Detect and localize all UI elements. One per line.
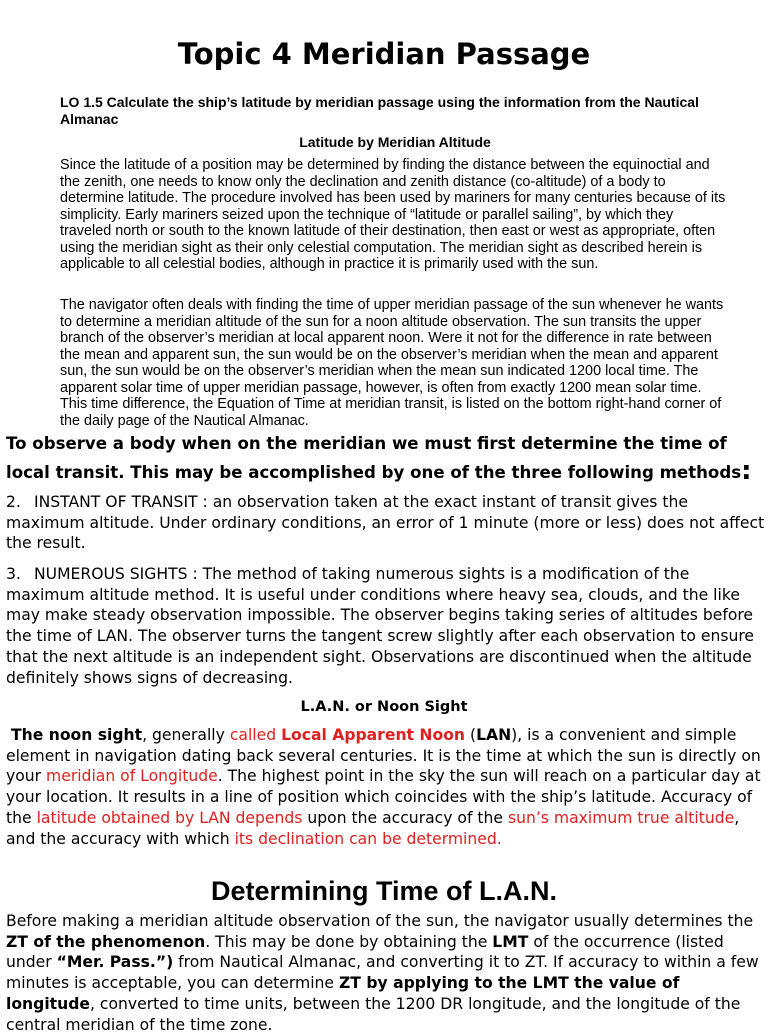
noon-sight-paragraph (6, 725, 768, 849)
noon-highlight: its declination can be determined. (234, 829, 502, 848)
noon-text: . The highest point in the sky the sun will reach on a particular day at your location. It results in a line of position which coincides with the ship’s latitude. Accuracy of the (6, 767, 761, 827)
det-bold: LMT (492, 932, 529, 951)
det-text: . This may be done by obtaining the (205, 932, 493, 951)
det-text: Before making a meridian altitude observation of the sun, the navigator usually determines the (6, 912, 754, 930)
observe-colon: : (741, 456, 752, 486)
method-numerous-sights (6, 564, 768, 688)
noon-text: , generally (142, 726, 230, 744)
method-instant-of-transit (6, 492, 768, 554)
noon-highlight: meridian of Longitude (46, 767, 218, 786)
det-bold: ZT by applying to the LMT the value of longitude (6, 974, 680, 1013)
det-text: from Nautical Almanac, and converting it to ZT. If accuracy to within a few minutes is acceptable, you can determine (6, 953, 759, 993)
page-title: Topic 4 Meridian Passage (177, 37, 591, 71)
noon-text: ), is a convenient and simple element in navigation dating back several centuries. It is the time at which the sun is directly on your (6, 726, 761, 786)
method-text: INSTANT OF TRANSIT : an observation taken at the exact instant of transit gives the maximum altitude. Under ordinary conditions, an error of 1 minute (more or less) does not affect the result. (6, 493, 765, 553)
lan-heading: L.A.N. or Noon Sight (300, 699, 468, 715)
det-bold: “Mer. Pass.”) (56, 953, 174, 972)
noon-text: , and the accuracy with which (6, 808, 740, 848)
observe-statement (6, 429, 768, 487)
paragraph-meridian-passage: The navigator often deals with finding the time of upper meridian passage of the sun whenever he wants to determine a meridian altitude of the sun for a noon altitude observation. The sun transits the upper branch of the observer’s meridian at local apparent noon. Were it not for the difference in rate between the mean and apparent sun, the sun would be on the observer’s meridian when the mean and apparent sun, the sun would be on the observer’s meridian when the mean sun indicated 1200 local time. The apparent solar time of upper meridian passage, however, is often from exactly 1200 mean solar time. This time difference, the Equation of Time at meridian transit, is listed on the bottom right-hand corner of the daily page of the Nautical Almanac. (60, 297, 724, 429)
observe-text: To observe a body when on the meridian we must first determine the time of local transit. This may be accomplished by one of the three following methods (6, 434, 742, 482)
method-text: NUMEROUS SIGHTS : The method of taking numerous sights is a modification of the maximum altitude method. It is useful under conditions where heavy sea, clouds, and the like may make steady observation impossible. The observer begins taking series of altitudes before the time of LAN. The observer turns the tangent screw slightly after each observation to ensure that the next altitude is an independent sight. Observations are discontinued when the altitude definitely shows signs of decreasing. (6, 565, 754, 687)
noon-highlight: latitude obtained by LAN depends (36, 808, 303, 827)
det-text: , converted to time units, between the 1200 DR longitude, and the longitude of the central meridian of the time zone. (6, 994, 741, 1034)
noon-text: upon the accuracy of the (302, 808, 508, 827)
noon-highlight: sun’s maximum true altitude (507, 808, 735, 827)
section-heading-lan-time: Determining Time of L.A.N. (210, 876, 558, 906)
determining-time-paragraph (6, 911, 768, 1035)
section-subheading: Latitude by Meridian Altitude (299, 134, 491, 150)
method-number: 3. (6, 565, 21, 583)
paragraph-latitude: Since the latitude of a position may be determined by finding the distance between the equinoctial and the zenith, one needs to know only the declination and zenith distance (co-altitude) of a body to determine latitude. The procedure involved has been used by mariners for many centuries because of its simplicity. Early mariners seized upon the technique of “latitude or parallel sailing”, by which they traveled north or south to the known latitude of their destination, then east or west as appropriate, often using the meridian sight as their only celestial computation. The meridian sight as described herein is applicable to all celestial bodies, although in practice it is primarily used with the sun. (60, 157, 726, 272)
noon-text: ( (465, 726, 477, 744)
learning-objective: LO 1.5 Calculate the ship’s latitude by meridian passage using the information from the Nautical Almanac (60, 94, 699, 127)
noon-term: The noon sight (10, 726, 143, 744)
method-number: 2. (6, 493, 21, 511)
noon-abbrev: LAN (476, 726, 512, 744)
noon-highlight-bold: Local Apparent Noon (281, 726, 466, 744)
noon-highlight: called (229, 726, 282, 744)
det-bold: ZT of the phenomenon (6, 932, 206, 951)
det-text: of the occurrence (listed under (6, 932, 724, 972)
